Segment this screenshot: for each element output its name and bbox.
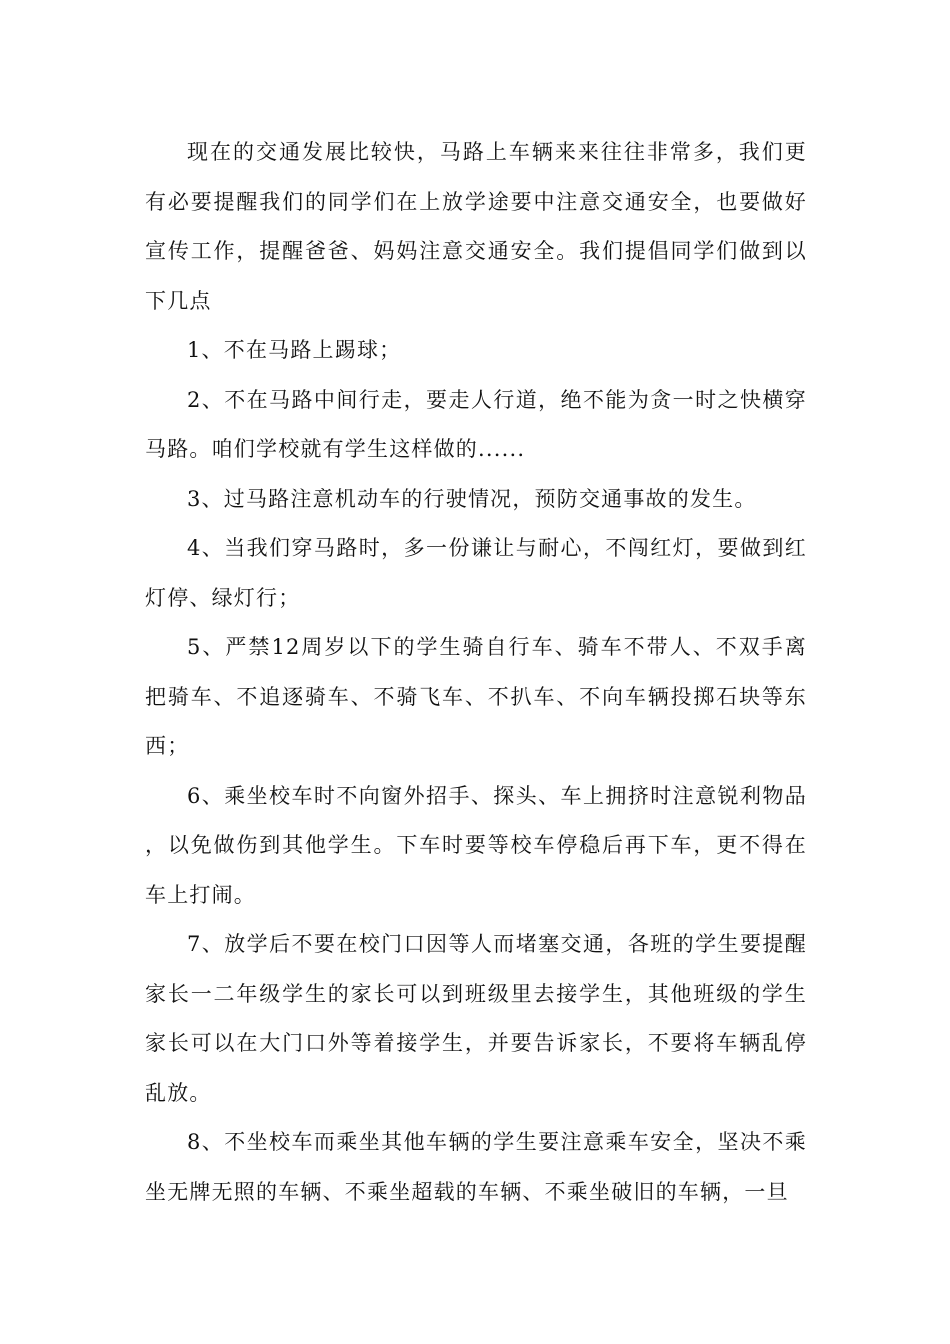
rule-item-6: 6、乘坐校车时不向窗外招手、探头、车上拥挤时注意锐利物品，以免做伤到其他学生。下车时要等校车停稳后再下车，更不得在车上打闹。 bbox=[145, 783, 807, 907]
rule-item-7: 7、放学后不要在校门口因等人而堵塞交通，各班的学生要提醒家长一二年级学生的家长可以到班级里去接学生，其他班级的学生家长可以在大门口外等着接学生，并要告诉家长，不要将车辆乱停乱放。 bbox=[145, 932, 807, 1105]
rule-item-1: 1、不在马路上踢球； bbox=[187, 338, 402, 362]
rule-item-4: 4、当我们穿马路时，多一份谦让与耐心，不闯红灯，要做到红灯停、绿灯行； bbox=[145, 536, 807, 610]
rule-item-3: 3、过马路注意机动车的行驶情况，预防交通事故的发生。 bbox=[187, 486, 757, 511]
document-body bbox=[145, 128, 807, 1217]
rule-item-5: 5、严禁12周岁以下的学生骑自行车、骑车不带人、不双手离把骑车、不追逐骑车、不骑飞车、不扒车、不向车辆投掷石块等东西； bbox=[145, 635, 807, 758]
rule-item-2: 2、不在马路中间行走，要走人行道，绝不能为贪一时之快横穿马路。咱们学校就有学生这样做的...... bbox=[145, 387, 807, 461]
rule-item-8: 8、不坐校车而乘坐其他车辆的学生要注意乘车安全，坚决不乘坐无牌无照的车辆、不乘坐超载的车辆、不乘坐破旧的车辆，一旦 bbox=[145, 1130, 807, 1204]
intro-paragraph: 现在的交通发展比较快，马路上车辆来来往往非常多，我们更有必要提醒我们的同学们在上放学途要中注意交通安全，也要做好宣传工作，提醒爸爸、妈妈注意交通安全。我们提倡同学们做到以下几点 bbox=[145, 140, 807, 313]
